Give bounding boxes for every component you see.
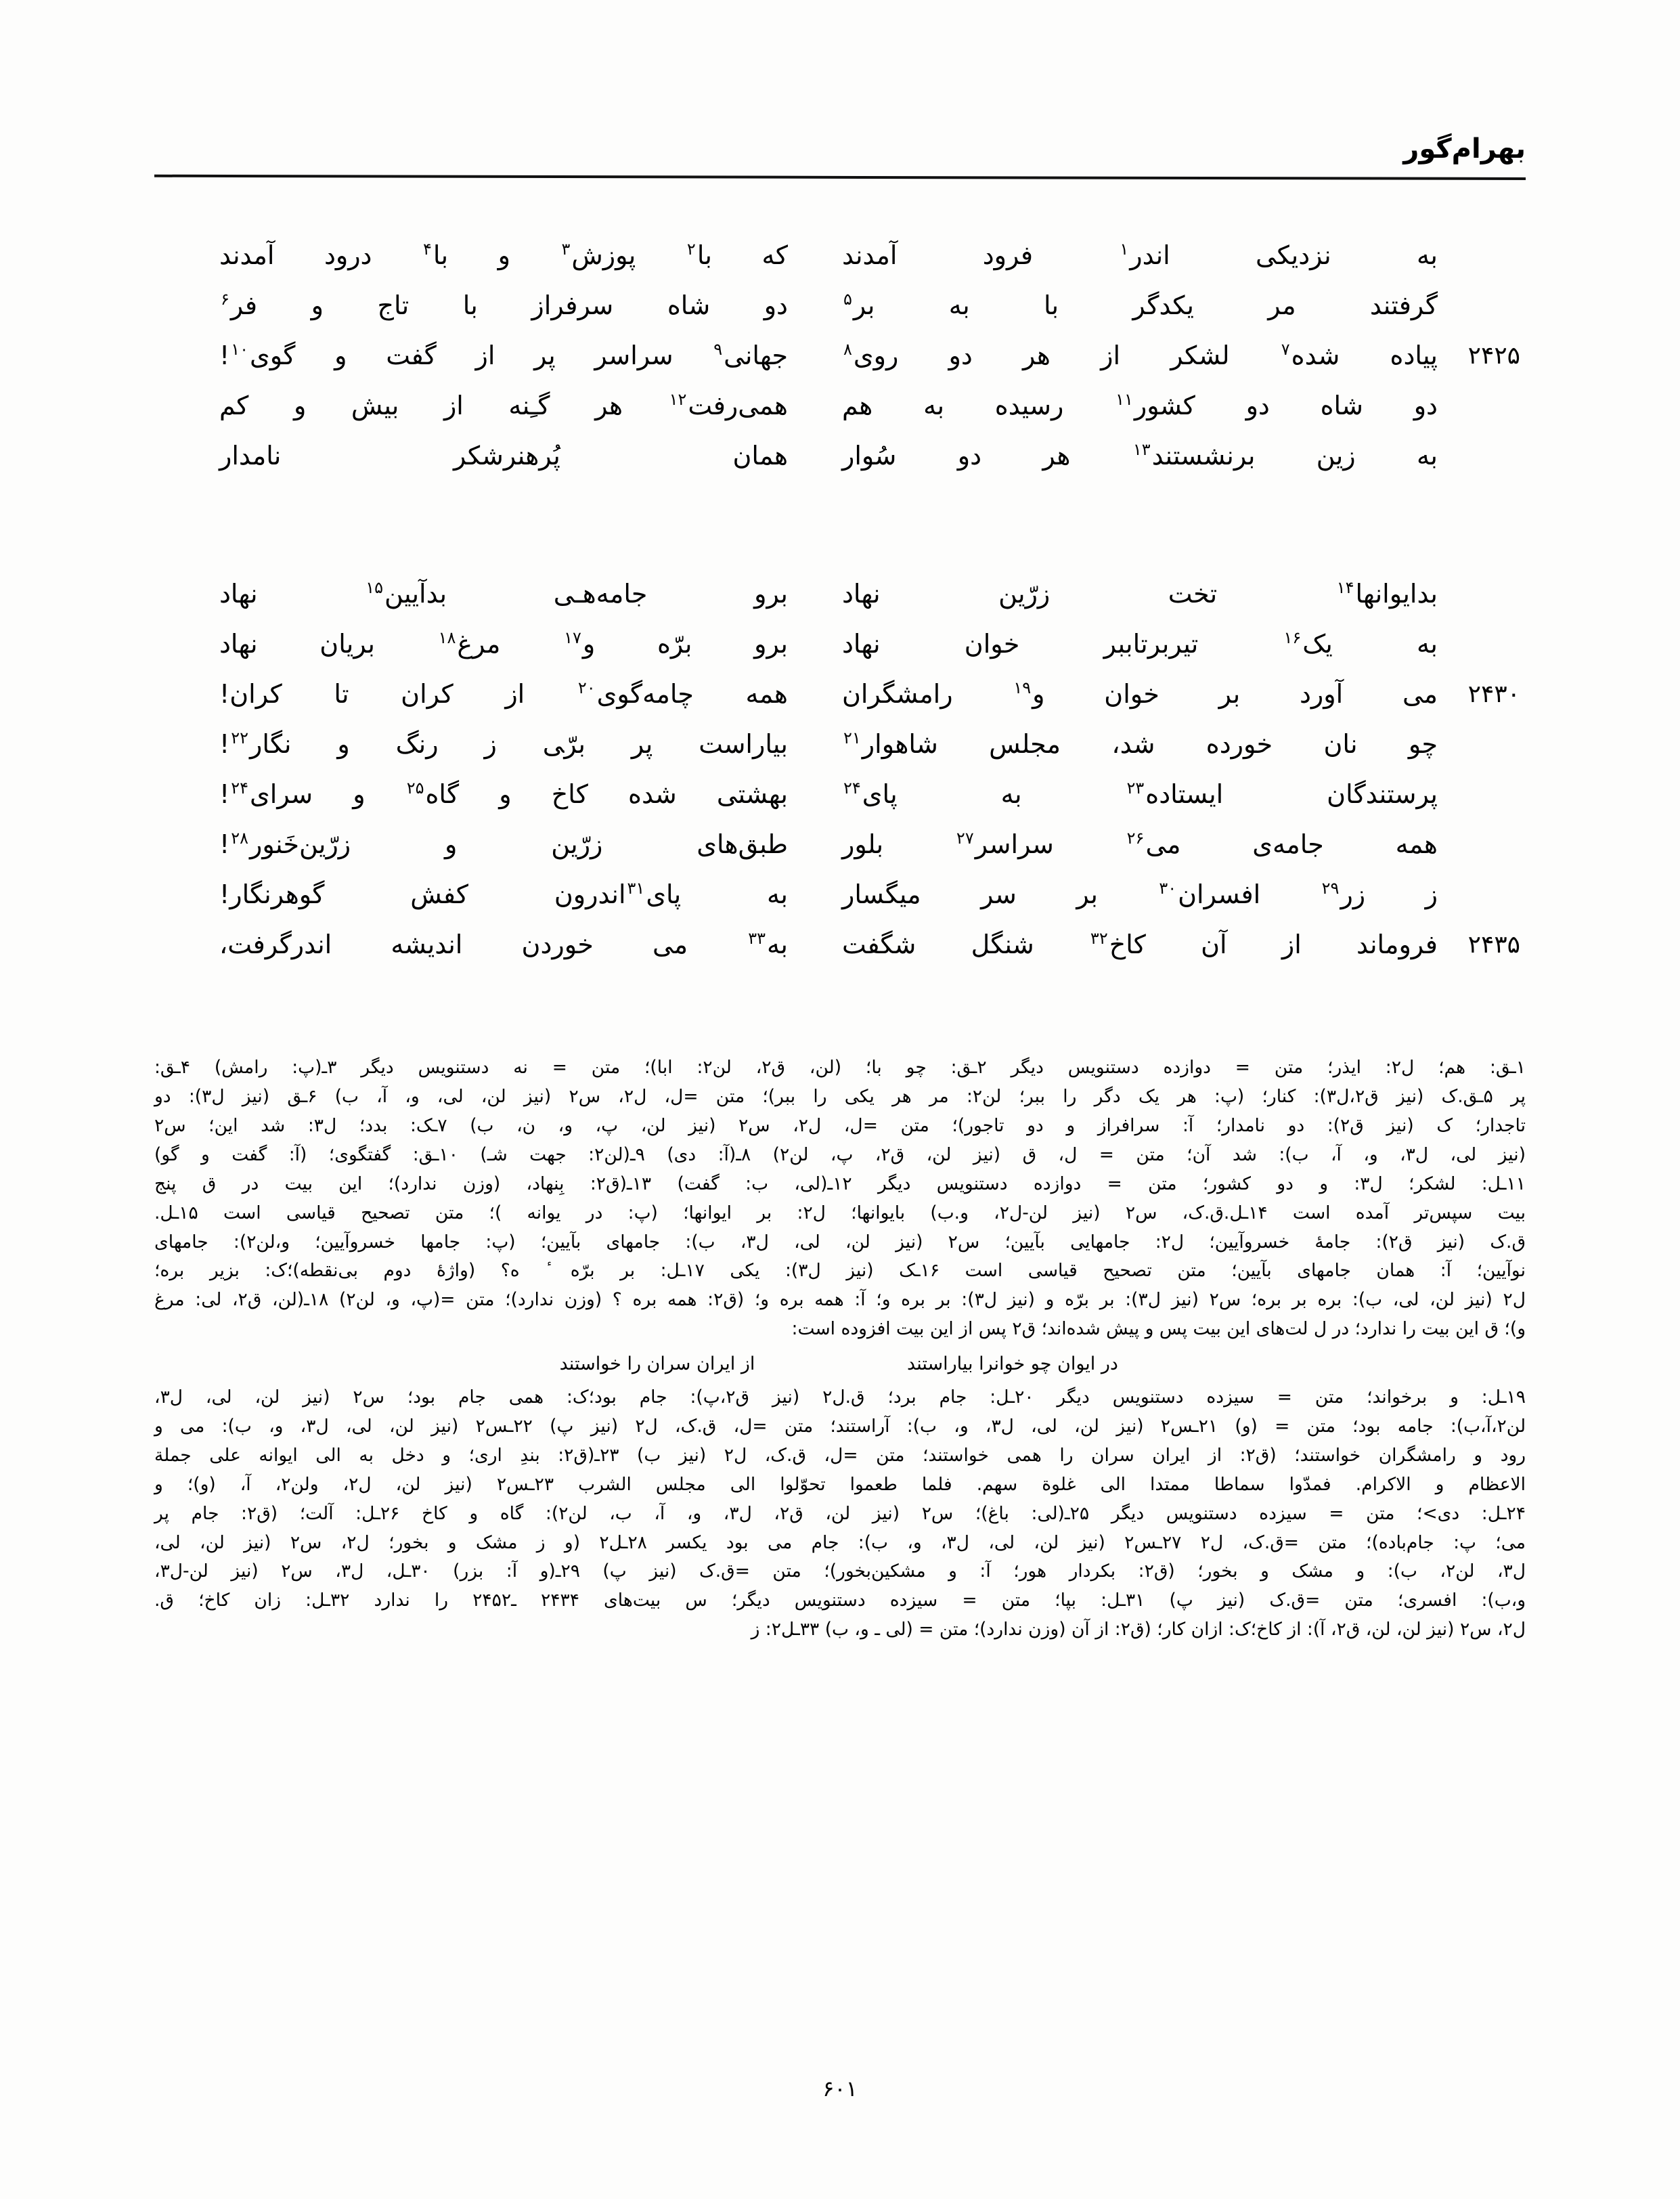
footnote-marker: ۷ bbox=[1281, 340, 1290, 360]
hemistich-first: فروماند از آن کاخ$^{۳۲}$ شنگل شگفت bbox=[842, 929, 1438, 959]
footnote-marker: ۱۹ bbox=[1013, 678, 1032, 698]
hemistich-first: می آورد بر خوان و$^{۱۹}$ رامشگران bbox=[842, 678, 1438, 709]
footnote-marker: ۳۳ bbox=[748, 929, 766, 949]
verse-block-1 bbox=[154, 234, 1526, 485]
footnote-marker: ۳۲ bbox=[1090, 929, 1108, 949]
apparatus-line: و)؛ ق این بیت را ندارد؛ در ل لت‌های این بیت پس و پیش شده‌اند؛ ق۲ پس از این بیت افزوده است: bbox=[791, 1318, 1526, 1340]
footnote-marker: ۳۰ bbox=[1159, 879, 1177, 898]
verse-line bbox=[154, 334, 1526, 385]
apparatus-line: لن۲،آ،ب): جامه بود؛ متن = (و) ۲۱ـس۲ (نیز لن، لی، ل۳، و، ب): آراستند؛ متن =ل، ق.ک، ل۲ (نیز پ) ۲۲ـس۲ (نیز لن، لی، ل۳، و، ب): می و bbox=[154, 1415, 1526, 1437]
verse-line bbox=[154, 923, 1526, 974]
footnote-marker: ۵ bbox=[843, 290, 852, 309]
hemistich-second: به پای$^{۳۱}$اندرون کفش گوهرنگار! bbox=[219, 879, 788, 909]
verse-line bbox=[154, 385, 1526, 435]
hemistich-second: بهشتی شده کاخ و گاه$^{۲۵}$ و سرای$^{۲۴}$! bbox=[219, 779, 788, 809]
apparatus-line: ق.ک (نیز ق۲): جامهٔ خسروآیین؛ ل۲: جامهایی بآیین؛ س۲ (نیز لن، لی، ل۳، ب): جامهای بآیین؛ (پ: جامها خسروآیین؛ و،لن۲): جامهای bbox=[154, 1231, 1526, 1253]
verse-line bbox=[154, 723, 1526, 773]
footnote-marker: ۱۳ bbox=[1132, 440, 1151, 460]
hemistich-first: بدایوانها$^{۱۴}$ تخت زرّین نهاد bbox=[842, 578, 1438, 609]
hemistich-second: جهانی$^۹$ سراسر پر از گفت و گوی$^{۱۰}$! bbox=[219, 340, 788, 370]
hemistich-first: پیاده شده$^۷$ لشکر از هر دو روی$^۸$ bbox=[843, 340, 1438, 370]
apparatus-line: بیت سپس‌تر آمده است ۱۴ـل.ق.ک، س۲ (نیز لن-ل۲، و.ب) بایوانها؛ ل۲: بر ایوانها؛ (پ: در یوانه )؛ متن تصحیح قیاسی است ۱۵ـل. bbox=[154, 1202, 1526, 1223]
verse-line bbox=[154, 623, 1526, 673]
hemistich-first: به زین برنشستند$^{۱۳}$ هر دو سُوار bbox=[842, 440, 1438, 471]
footnote-marker: ۲۹ bbox=[1321, 879, 1340, 898]
hemistich-first: گرفتند مر یکدگر با به بر$^۵$ bbox=[843, 290, 1438, 320]
running-head bbox=[154, 133, 1526, 194]
verse-line bbox=[154, 573, 1526, 623]
verse-line bbox=[154, 873, 1526, 923]
apparatus-line: ل۲، س۲ (نیز لن، لن، ق۲، آ): از کاخ؛ک: ازان کار؛ (ق۲: از آن (وزن ندارد)؛ متن = (لی ـ و، ب) ۳۳ـل۲: ز bbox=[751, 1619, 1526, 1640]
footnote-marker: ۱۸ bbox=[438, 628, 456, 648]
apparatus-line: ۱۹ـل: و برخواند؛ متن = سیزده دستنویس دیگر ۲۰ـل: جام برد؛ ق.ل۲ (نیز ق۲،پ): جام بود؛ک: همی جام بود؛ س۲ (نیز لن، لی، ل۳، bbox=[154, 1386, 1526, 1408]
apparatus-line: پر ۵ـق.ک (نیز ق۲،ل۳): کنار؛ (پ: هر یک دگر را ببر؛ لن۲: مر هر یکی را ببر)؛ متن =ل، ل۲، س۲ (نیز لن، لی، و، آ، ب) ۶ـق (نیز ل۳): دو bbox=[154, 1085, 1526, 1107]
verse-line-number: ۲۴۲۵ bbox=[1467, 342, 1520, 370]
footnote-marker: ۲۵ bbox=[406, 779, 424, 798]
footnote-marker: ۲۷ bbox=[956, 829, 974, 848]
footnote-marker: ۱۵ bbox=[366, 578, 384, 598]
header-rule bbox=[154, 175, 1526, 180]
hemistich-second: برو برّه و$^{۱۷}$ مرغ$^{۱۸}$ بریان نهاد bbox=[219, 628, 788, 659]
verse-line bbox=[154, 823, 1526, 873]
verse-block-2 bbox=[154, 573, 1526, 974]
hemistich-first: چو نان خورده شد، مجلس شاهوار$^{۲۱}$ bbox=[843, 728, 1438, 759]
footnote-marker: ۲۲ bbox=[231, 728, 249, 748]
footnote-marker: ۱۴ bbox=[1336, 578, 1354, 598]
verse-line bbox=[154, 673, 1526, 723]
hemistich-second: همی‌رفت$^{۱۲}$ هر گـِنه از بیش و کم bbox=[219, 390, 788, 420]
footnote-marker: ۳۱ bbox=[627, 879, 645, 898]
verse-line bbox=[154, 234, 1526, 284]
hemistich-first: به نزدیکی اندر$^۱$ فرود آمدند bbox=[842, 240, 1438, 270]
hemistich-second: طبق‌های زرّین و زرّین‌خَنور$^{۲۸}$! bbox=[219, 829, 788, 859]
footnote-marker: ۴ bbox=[423, 240, 432, 259]
apparatus-line: نوآیین؛ آ: همان جامهای بآیین؛ متن تصحیح قیاسی است ۱۶ـک (نیز ل۳): یکی ۱۷ـل: بر برّه ٔ ه؟ (واژهٔ دوم بی‌نقطه)؛ک: بزیر بره؛ bbox=[154, 1260, 1526, 1282]
apparatus-line: و،ب): افسری؛ متن =ق.ک (نیز پ) ۳۱ـل: بپا؛ متن = سیزده دستنویس دیگر؛ س بیت‌های ۲۴۳۴ ـ۲۴۵۲ را ندارد ۳۲ـل: زان کاخ؛ ق. bbox=[154, 1590, 1526, 1611]
footnote-marker: ۲۳ bbox=[1126, 779, 1145, 798]
apparatus-line: ۲۴ـل: دی>؛ متن = سیزده دستنویس دیگر ۲۵ـ(لی: باغ)؛ س۲ (نیز لن، ق۲، ل۳، و، آ، ب، لن۲): گاه و کاخ ۲۶ـل: آلت؛ (ق۲: جام پر bbox=[154, 1502, 1526, 1524]
hemistich-second: دو شاه سرفراز با تاج و فر$^۶$ bbox=[221, 290, 788, 320]
footnote-marker: ۱۲ bbox=[669, 390, 687, 410]
apparatus-line: می؛ پ: جام‌باده)؛ متن =ق.ک، ل۲ ۲۷ـس۲ (نیز لن، لی، ل۳، و، ب): جام می بود یکسر ۲۸ـل۲ (و ز مشک و بخور؛ ل۲، س۲ (نیز لن، لی، bbox=[154, 1531, 1526, 1553]
hemistich-second: بیاراست پر برّﻰ ز رنگ و نگار$^{۲۲}$! bbox=[219, 728, 788, 759]
apparatus-line: ل۲ (نیز لن، لی، ب): بره بر بره؛ س۲ (نیز ل۳): بر برّه و (نیز ل۳): بر بره و؛ آ: همه بره و؛ (ق۲: همه بره ؟ (وزن ندارد)؛ متن =(پ، و، لن۲) ۱۸ـ(لن، ق۲، لی: مرغ bbox=[154, 1289, 1526, 1311]
hemistich-second: که با$^۲$ پوزش$^۳$ و با$^۴$ درود آمدند bbox=[219, 240, 788, 270]
footnote-marker: ۲۴ bbox=[843, 779, 861, 798]
verse-line-number: ۲۴۳۰ bbox=[1467, 680, 1520, 708]
apparatus-line: ۱ـق: هم؛ ل۲: ایذر؛ متن = دوازده دستنویس دیگر ۲ـق: چو با؛ (لن، ق۲، لن۲: ابا)؛ متن = نه دستنویس دیگر ۳ـ(پ: رامش) ۴ـق: bbox=[154, 1057, 1526, 1078]
verse-line-number: ۲۴۳۵ bbox=[1467, 931, 1520, 959]
inset-hemistich-first: در ایوان چو خوانرا بیاراستند bbox=[907, 1353, 1118, 1375]
verse-line bbox=[154, 773, 1526, 823]
apparatus-line: تاجدار؛ ک (نیز ق۲): دو نامدار؛ آ: سرافراز و دو تاجور)؛ متن =ل، ل۲، س۲ (نیز لن، پ، و، ن، ب) ۷ـک: بدد؛ ل۳: شد این؛ س۲ bbox=[154, 1114, 1526, 1136]
footnote-marker: ۱۱ bbox=[1115, 390, 1133, 410]
running-head-title: بهرام‌گور bbox=[1403, 133, 1526, 165]
footnote-marker: ۳ bbox=[561, 240, 571, 259]
hemistich-first: به یک$^{۱۶}$ تیربرتاببر خوان نهاد bbox=[842, 628, 1438, 659]
apparatus-line: ۱۱ـل: لشکر؛ ل۳: و دو کشور؛ متن = دوازده دستنویس دیگر ۱۲ـ(لی، ب: گفت) ۱۳ـ(ق۲: بِنهاد، (وزن ندارد)؛ این بیت در ق پنج bbox=[154, 1173, 1526, 1194]
footnote-marker: ۲ bbox=[686, 240, 696, 259]
folio-number: ۶۰۱ bbox=[822, 2076, 858, 2102]
footnote-marker: ۱۶ bbox=[1283, 628, 1302, 648]
apparatus-line: (نیز لی، ل۳، و، آ، ب): شد آن؛ متن = ل، ق (نیز لن، ق۲، پ، لن۲) ۸ـ(آ: دی) ۹ـ(لن۲: جهت شـ) ۱۰ـق: گفتگوی؛ (آ: گفت و گو) bbox=[154, 1144, 1526, 1165]
footnote-marker: ۲۸ bbox=[231, 829, 249, 848]
inset-hemistich-second: از ایران سران را خواستند bbox=[559, 1353, 755, 1375]
footnote-marker: ۶ bbox=[221, 290, 229, 309]
footnote-marker: ۱ bbox=[1120, 240, 1129, 259]
verse-line bbox=[154, 284, 1526, 334]
apparatus-line: ل۳، لن۲، ب): و مشک و بخور؛ (ق۲: بکردار هور؛ آ: و مشکین‌بخور)؛ متن =ق.ک (نیز پ) ۲۹ـ(و آ: بزر) ۳۰ـل، ل۳، س۲ (نیز لن-ل۳، bbox=[154, 1561, 1526, 1582]
critical-apparatus bbox=[154, 1053, 1526, 1645]
apparatus-inset-verse bbox=[154, 1349, 1526, 1379]
hemistich-first: همه جامه‌ی می$^{۲۶}$ سراسر$^{۲۷}$ بلور bbox=[842, 829, 1438, 859]
hemistich-second: برو جامه‌هـﻰ بدآیین$^{۱۵}$ نهاد bbox=[219, 578, 788, 609]
footnote-marker: ۲۰ bbox=[577, 678, 596, 698]
hemistich-second: همه چامه‌گوی$^{۲۰}$ از کران تا کران! bbox=[219, 678, 788, 709]
footnote-marker: ۹ bbox=[713, 340, 723, 360]
footnote-marker: ۲۶ bbox=[1126, 829, 1145, 848]
hemistich-second: به$^{۳۳}$ می خوردن اندیشه اندرگرفت، bbox=[219, 929, 788, 959]
footnote-marker: ۲۱ bbox=[843, 728, 861, 748]
hemistich-first: پرستندگان ایستاده$^{۲۳}$ به پای$^{۲۴}$ bbox=[843, 779, 1438, 809]
verse-line bbox=[154, 435, 1526, 485]
footnote-marker: ۱۷ bbox=[564, 628, 581, 648]
apparatus-line: رود و رامشگران خواستند؛ (ق۲: از ایران سران را همی خواستند؛ متن =ل، ق.ک، ل۲ (نیز ب) ۲۳ـ(ق۲: بندِ اری؛ و دخل به الی ایوانه علی جملة bbox=[154, 1444, 1526, 1466]
footnote-marker: ۲۴ bbox=[231, 779, 249, 798]
footnote-marker: ۱۰ bbox=[231, 340, 249, 360]
hemistich-second: همان پُرهنرشکر نامدار bbox=[219, 441, 788, 471]
hemistich-first: ز زر$^{۲۹}$ افسران$^{۳۰}$ بر سر میگسار bbox=[842, 879, 1438, 909]
apparatus-line: الاعظام و الاکرام. فمدّوا سماطا ممتدا الی غلوة سهم. فلما طعموا تحوّلوا الی مجلس الشرب ۲۳ـس۲ (نیز لن، ل۲، ولن۲، آ، (و)؛ و bbox=[154, 1473, 1526, 1495]
hemistich-first: دو شاه دو کشور$^{۱۱}$ رسیده به هم bbox=[842, 390, 1438, 420]
footnote-marker: ۸ bbox=[843, 340, 852, 360]
